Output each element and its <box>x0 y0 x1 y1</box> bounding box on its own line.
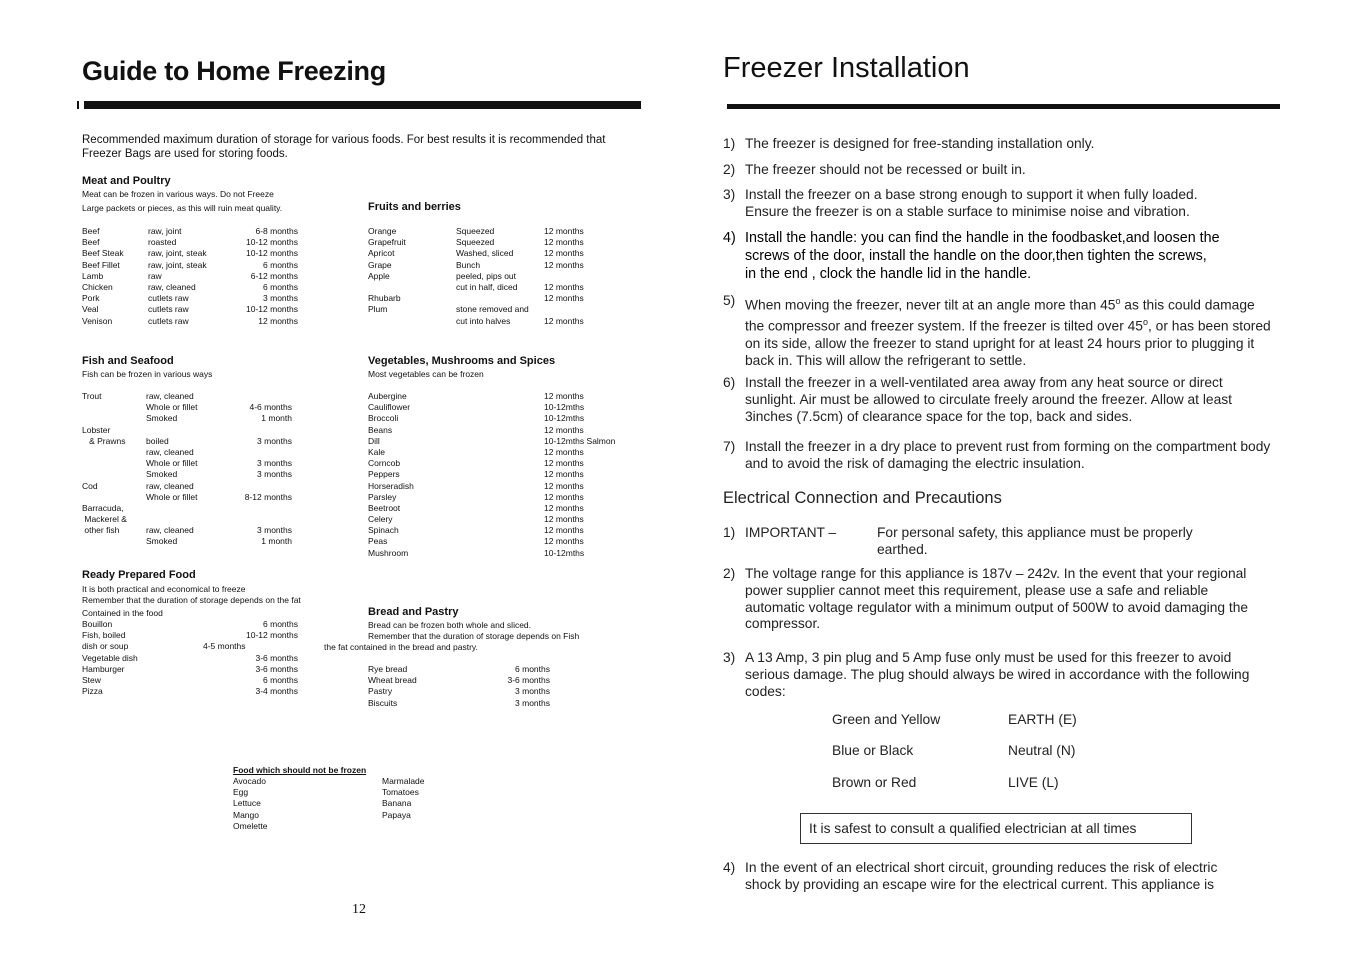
food-cell: Barracuda, <box>82 502 124 513</box>
ready-table <box>82 619 298 697</box>
table-row <box>82 271 298 282</box>
table-row <box>368 271 593 282</box>
table-row <box>368 536 638 547</box>
duration-cell: 12 months <box>544 536 584 547</box>
page-number: 12 <box>352 902 366 917</box>
duration-cell: 12 months <box>544 259 584 270</box>
food-cell: Pastry <box>368 686 393 697</box>
duration-cell: 1 month <box>261 413 292 424</box>
duration-cell: 12 months <box>544 469 584 480</box>
table-row <box>382 776 502 787</box>
prep-cell: raw, cleaned <box>146 446 194 457</box>
page-title-right: Freezer Installation <box>723 52 970 84</box>
duration-cell: 10-12 months <box>246 630 298 641</box>
item-label: IMPORTANT – <box>745 525 837 540</box>
table-row <box>82 686 298 697</box>
duration-cell: 3 months <box>257 435 292 446</box>
food-cell: Veal <box>82 304 99 315</box>
food-cell: Tomatoes <box>382 787 419 798</box>
food-cell: Chicken <box>82 281 113 292</box>
table-row <box>82 248 298 259</box>
table-row <box>82 425 292 436</box>
prep-cell: Squeezed <box>456 237 495 248</box>
prep-cell: raw <box>148 270 162 281</box>
table-row <box>368 447 638 458</box>
item-text: The freezer is designed for free-standing installation only. <box>745 136 1095 151</box>
prep-cell: cutlets raw <box>148 315 189 326</box>
bread-note-1: Bread can be frozen both whole and sliced. <box>368 620 532 630</box>
duration-cell: 6 months <box>263 281 298 292</box>
item-number: 1) <box>723 136 736 151</box>
table-row <box>368 402 638 413</box>
table-row <box>368 304 593 315</box>
table-row <box>368 260 593 271</box>
food-cell: Lettuce <box>233 798 261 809</box>
prep-cell: raw, joint, steak <box>148 259 207 270</box>
duration-cell: 12 months <box>544 391 584 401</box>
wire-code-neutral: Neutral (N) <box>1008 743 1076 758</box>
ready-note-3: Contained in the food <box>82 608 163 618</box>
duration-cell: 4-6 months <box>249 402 292 413</box>
duration-cell: 12 months <box>544 293 584 304</box>
table-row <box>82 503 292 514</box>
table-row <box>82 525 292 536</box>
table-row <box>368 525 638 536</box>
table-row <box>368 686 550 697</box>
wire-code-earth: EARTH (E) <box>1008 712 1077 727</box>
food-cell: Rhubarb <box>368 293 401 304</box>
item-number: 7) <box>723 439 736 454</box>
food-cell: Vegetable dish <box>82 652 138 663</box>
meat-note-1: Meat can be frozen in various ways. Do not Freeze <box>82 189 274 199</box>
food-cell: Plum <box>368 304 388 315</box>
food-cell: Spinach <box>368 525 399 536</box>
prep-cell: raw, cleaned <box>146 391 194 401</box>
duration-cell: 10-12 months <box>246 304 298 315</box>
fish-heading: Fish and Seafood <box>82 355 174 367</box>
item-text: In the event of an electrical short circuit, grounding reduces the risk of electric shock by providing an escape wire for the electrical current. This appliance is <box>745 860 1218 892</box>
prep-cell: Washed, sliced <box>456 248 514 259</box>
duration-cell: 6 months <box>263 619 298 629</box>
food-cell: Egg <box>233 787 249 798</box>
duration-cell: 3 months <box>257 525 292 536</box>
food-cell: Trout <box>82 391 102 401</box>
item-number: 4) <box>723 230 736 246</box>
bread-heading: Bread and Pastry <box>368 606 459 618</box>
table-row <box>368 698 550 709</box>
prep-cell: Bunch <box>456 259 481 270</box>
duration-cell: 6 months <box>515 664 550 674</box>
vegetables-note: Most vegetables can be frozen <box>368 369 484 379</box>
duration-cell: 3 months <box>257 469 292 480</box>
prep-cell: Smoked <box>146 413 178 424</box>
food-cell: Dill <box>368 435 380 446</box>
table-row <box>82 316 298 327</box>
table-row <box>382 787 502 798</box>
table-row <box>368 548 638 559</box>
duration-cell: 12 months <box>544 446 584 457</box>
table-row <box>82 391 292 402</box>
intro-text: Recommended maximum duration of storage for various foods. For best results it is recommended that Freezer Bags are used for storing foods. <box>82 134 606 160</box>
table-row <box>82 630 298 641</box>
fruits-table <box>368 226 593 327</box>
duration-cell: 3 months <box>515 686 550 697</box>
item-text: When moving the freezer, never tilt at an angle more than 45$^o$ as this could damage the compressor and freezer system. If the freezer is tilted over 45$^o$, or has been stored on its side, allow the freezer to stand upright for at least 24 hours prior to plugging it back in. This will allow the refrigerant to settle. <box>745 296 1271 368</box>
item-number: 2) <box>723 566 736 581</box>
table-row <box>82 514 292 525</box>
duration-cell: 4-5 months <box>203 641 246 652</box>
food-cell: Pizza <box>82 686 103 697</box>
prep-cell: cutlets raw <box>148 293 189 304</box>
food-cell: Venison <box>82 315 113 326</box>
prep-cell: cut into halves <box>456 315 511 326</box>
table-row <box>82 282 298 293</box>
meat-heading: Meat and Poultry <box>82 175 171 187</box>
table-row <box>82 237 298 248</box>
duration-cell: 6 months <box>263 259 298 270</box>
bread-note-3: the fat contained in the bread and pastry. <box>324 642 478 652</box>
item-number: 1) <box>723 525 736 540</box>
food-cell: Broccoli <box>368 413 399 424</box>
item-text: The voltage range for this appliance is 187v – 242v. In the event that your regional power supplier cannot meet this requirement, please use a safe and reliable automatic voltage regulator with a minimum output of 500W to avoid damaging the compressor. <box>745 566 1249 632</box>
table-row <box>82 260 298 271</box>
duration-cell: 3-6 months <box>507 675 550 686</box>
item-text: Install the freezer on a base strong enough to support it when fully loaded. Ensure the freezer is on a stable surface to minimise noise and vibration. <box>745 187 1198 219</box>
duration-cell: 6-8 months <box>255 226 298 236</box>
food-cell: dish or soup <box>82 641 129 652</box>
title-rule-right <box>727 104 1280 109</box>
food-cell: Bouillon <box>82 619 113 629</box>
prep-cell: Squeezed <box>456 226 495 236</box>
food-cell: Papaya <box>382 809 411 820</box>
duration-cell: 12 months <box>544 525 584 536</box>
duration-cell: 3 months <box>263 293 298 304</box>
table-row <box>368 391 638 402</box>
duration-cell: 3-4 months <box>255 686 298 697</box>
item-text: For personal safety, this appliance must be properly earthed. <box>877 525 1193 557</box>
table-row <box>233 798 353 809</box>
food-cell: Beetroot <box>368 502 401 513</box>
prep-cell: stone removed and <box>456 304 529 315</box>
prep-cell: raw, cleaned <box>146 525 194 536</box>
food-cell: Marmalade <box>382 776 425 786</box>
wire-colour-live: Brown or Red <box>832 775 917 790</box>
food-cell: Aubergine <box>368 391 407 401</box>
food-cell: Beans <box>368 424 393 435</box>
duration-cell: 12 months <box>544 458 584 469</box>
duration-cell: 12 months <box>544 237 584 248</box>
table-row <box>368 425 638 436</box>
food-cell: Lobster <box>82 424 111 435</box>
item-number: 5) <box>723 293 736 308</box>
food-cell: Kale <box>368 446 386 457</box>
item-text: Install the freezer in a dry place to prevent rust from forming on the compartment body and to avoid the risk of damaging the electric insulation. <box>745 439 1271 471</box>
food-cell: Beef Steak <box>82 248 124 259</box>
duration-cell: 10-12mths <box>544 547 585 558</box>
prep-cell: roasted <box>148 237 177 248</box>
title-rule-left <box>84 101 641 109</box>
table-row <box>82 619 298 630</box>
bread-note-2: Remember that the duration of storage depends on Fish <box>368 631 580 641</box>
table-row <box>233 810 353 821</box>
fruits-heading: Fruits and berries <box>368 201 461 213</box>
table-row <box>82 402 292 413</box>
vegetables-heading: Vegetables, Mushrooms and Spices <box>368 355 556 367</box>
table-row <box>82 469 292 480</box>
food-cell: Avocado <box>233 776 266 786</box>
food-cell: Parsley <box>368 491 397 502</box>
duration-cell: 6-12 months <box>250 270 298 281</box>
prep-cell: boiled <box>146 435 169 446</box>
prep-cell: raw, cleaned <box>148 281 196 292</box>
meat-table <box>82 226 298 327</box>
ready-heading: Ready Prepared Food <box>82 569 196 581</box>
food-cell: Mushroom <box>368 547 409 558</box>
duration-cell: 12 months <box>544 315 584 326</box>
section-subtitle: Electrical Connection and Precautions <box>723 489 1002 507</box>
ready-note-1: It is both practical and economical to freeze <box>82 584 246 594</box>
table-row <box>368 436 638 447</box>
wire-colour-neutral: Blue or Black <box>832 743 914 758</box>
food-cell: Cod <box>82 480 98 491</box>
table-row <box>368 316 593 327</box>
table-row <box>368 458 638 469</box>
not-frozen-heading: Food which should not be frozen <box>233 765 367 775</box>
meat-note-2: Large packets or pieces, as this will ruin meat quality. <box>82 203 283 213</box>
table-row <box>82 481 292 492</box>
item-number: 2) <box>723 162 736 177</box>
food-cell: Apricot <box>368 248 395 259</box>
duration-cell: 12 months <box>544 514 584 525</box>
not-frozen-list-2 <box>382 776 502 821</box>
table-row <box>368 282 593 293</box>
table-row <box>368 237 593 248</box>
table-row <box>82 413 292 424</box>
duration-cell: 10-12mths <box>544 413 585 424</box>
food-cell: Beef Fillet <box>82 259 120 270</box>
item-text: Install the handle: you can find the handle in the foodbasket,and loosen the screws of the door, install the handle on the door,then tighten the screws, in the end , clock the handle lid in the handle. <box>745 230 1220 282</box>
table-row <box>82 675 298 686</box>
fish-table <box>82 391 292 548</box>
fish-note: Fish can be frozen in various ways <box>82 369 213 379</box>
prep-cell: raw, joint, steak <box>148 248 207 259</box>
item-number: 3) <box>723 187 736 202</box>
table-row <box>382 810 502 821</box>
food-cell: Pork <box>82 293 100 304</box>
food-cell: Omelette <box>233 820 268 831</box>
duration-cell: 3 months <box>257 458 292 469</box>
duration-cell: 10-12 months <box>246 248 298 259</box>
food-cell: Apple <box>368 270 390 281</box>
table-row <box>82 226 298 237</box>
item-text: The freezer should not be recessed or built in. <box>745 162 1026 177</box>
table-row <box>368 514 638 525</box>
duration-cell: 3 months <box>515 697 550 708</box>
food-cell: Orange <box>368 226 397 236</box>
duration-cell: 1 month <box>261 536 292 547</box>
table-row <box>368 492 638 503</box>
table-row <box>82 458 292 469</box>
duration-cell: 12 months <box>544 226 584 236</box>
duration-cell: 12 months <box>258 315 298 326</box>
item-text: Install the freezer in a well-ventilated area away from any heat source or direct sunlight. Air must be allowed to circulate freely around the freezer. Allow at least 3inches (7.5cm) of clearance space for the top, back and sides. <box>745 375 1232 424</box>
prep-cell: Whole or fillet <box>146 491 198 502</box>
table-row <box>368 293 593 304</box>
table-row <box>233 787 353 798</box>
vegetables-table <box>368 391 638 559</box>
prep-cell: raw, cleaned <box>146 480 194 491</box>
food-cell: Peppers <box>368 469 400 480</box>
food-cell: Corncob <box>368 458 401 469</box>
table-row <box>368 226 593 237</box>
duration-cell: 12 months <box>544 248 584 259</box>
prep-cell: Whole or fillet <box>146 402 198 413</box>
duration-cell: 12 months <box>544 424 584 435</box>
table-row <box>82 492 292 503</box>
food-cell: Cauliflower <box>368 402 411 413</box>
food-cell: Wheat bread <box>368 675 417 686</box>
rule-tick <box>77 101 79 109</box>
food-cell: Grapefruit <box>368 237 406 248</box>
ready-note-2: Remember that the duration of storage depends on the fat <box>82 595 301 605</box>
food-cell: Grape <box>368 259 392 270</box>
duration-cell: 12 months <box>544 491 584 502</box>
table-row <box>382 798 502 809</box>
food-cell: Hamburger <box>82 663 125 674</box>
table-row <box>82 664 298 675</box>
table-row <box>82 293 298 304</box>
food-cell: Biscuits <box>368 697 398 708</box>
food-cell: Mango <box>233 809 259 820</box>
food-cell: Fish, boiled <box>82 630 126 641</box>
table-row <box>368 469 638 480</box>
bread-table <box>368 664 550 709</box>
wire-code-live: LIVE (L) <box>1008 775 1059 790</box>
food-cell: other fish <box>82 525 120 536</box>
table-row <box>368 481 638 492</box>
page-title-left: Guide to Home Freezing <box>82 56 386 86</box>
prep-cell: peeled, pips out <box>456 270 517 281</box>
food-cell: Mackerel & <box>82 514 127 525</box>
not-frozen-list-1 <box>233 776 353 832</box>
table-row <box>82 641 298 652</box>
duration-cell: 3-6 months <box>255 652 298 663</box>
item-number: 4) <box>723 860 736 875</box>
duration-cell: 12 months <box>544 281 584 292</box>
duration-cell: 10-12mths <box>544 402 585 413</box>
duration-cell: 10-12 months <box>246 237 298 248</box>
duration-cell: 10-12mths Salmon <box>544 435 616 446</box>
prep-cell: Smoked <box>146 469 178 480</box>
table-row <box>368 675 550 686</box>
table-row <box>82 536 292 547</box>
table-row <box>233 821 353 832</box>
food-cell: Celery <box>368 514 393 525</box>
duration-cell: 8-12 months <box>244 491 292 502</box>
prep-cell: cut in half, diced <box>456 281 518 292</box>
food-cell: Beef <box>82 226 100 236</box>
table-row <box>368 503 638 514</box>
table-row <box>368 413 638 424</box>
duration-cell: 6 months <box>263 674 298 685</box>
item-number: 6) <box>723 375 736 390</box>
duration-cell: 12 months <box>544 502 584 513</box>
food-cell: Horseradish <box>368 480 414 491</box>
prep-cell: cutlets raw <box>148 304 189 315</box>
table-row <box>368 248 593 259</box>
prep-cell: raw, joint <box>148 226 182 236</box>
food-cell: Lamb <box>82 270 104 281</box>
food-cell: Banana <box>382 798 412 809</box>
duration-cell: 3-6 months <box>255 663 298 674</box>
table-row <box>82 653 298 664</box>
food-cell: Beef <box>82 237 100 248</box>
prep-cell: Whole or fillet <box>146 458 198 469</box>
item-text: A 13 Amp, 3 pin plug and 5 Amp fuse only must be used for this freezer to avoid serious damage. The plug should always be wired in accordance with the following codes: <box>745 650 1250 699</box>
duration-cell: 12 months <box>544 480 584 491</box>
prep-cell: Smoked <box>146 536 178 547</box>
wire-colour-earth: Green and Yellow <box>832 712 941 727</box>
item-number: 3) <box>723 650 736 665</box>
table-row <box>82 304 298 315</box>
food-cell: Peas <box>368 536 388 547</box>
food-cell: Stew <box>82 674 101 685</box>
table-row <box>82 447 292 458</box>
safety-note-box: It is safest to consult a qualified electrician at all times <box>800 813 1192 844</box>
food-cell: Rye bread <box>368 664 408 674</box>
table-row <box>368 664 550 675</box>
food-cell: & Prawns <box>82 435 126 446</box>
table-row <box>82 436 292 447</box>
table-row <box>233 776 353 787</box>
